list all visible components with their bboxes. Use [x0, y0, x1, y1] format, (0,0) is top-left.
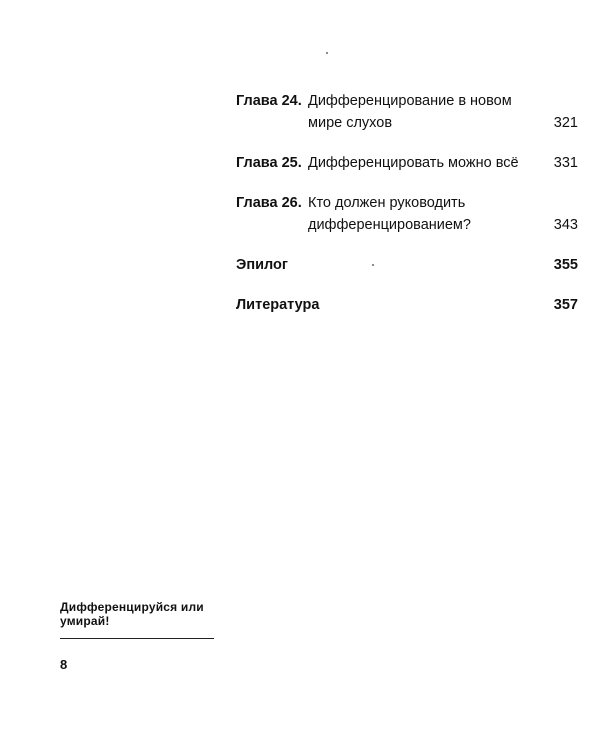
- section-title: Эпилог: [236, 257, 288, 273]
- page-number-footer: 8: [60, 657, 68, 672]
- footer-divider: [60, 638, 214, 639]
- page-number: 321: [553, 115, 578, 131]
- page-number: 343: [553, 217, 578, 233]
- chapter-label: Глава 26.: [236, 195, 302, 211]
- chapter-title: Дифференцирование в новом мире слухов: [308, 93, 512, 131]
- section-title: Литература: [236, 297, 320, 313]
- page-number: 357: [553, 297, 578, 313]
- chapter-title: Дифференцировать можно всё: [308, 155, 519, 171]
- chapter-label: Глава 24.: [236, 93, 302, 109]
- page-number: 355: [553, 257, 578, 273]
- page-footer: [60, 600, 220, 672]
- toc-entry-chapter-26[interactable]: [236, 192, 580, 236]
- toc-entry-chapter-24[interactable]: [236, 90, 580, 134]
- table-of-contents: [236, 90, 580, 316]
- chapter-title: Кто должен руководить дифференцированием?: [308, 195, 471, 233]
- toc-entry-literature[interactable]: [236, 294, 580, 316]
- scan-speck: [326, 52, 328, 54]
- toc-entry-epilogue[interactable]: [236, 254, 580, 276]
- chapter-label: Глава 25.: [236, 155, 302, 171]
- toc-entry-chapter-25[interactable]: [236, 152, 580, 174]
- running-title: Дифференцируйся или умирай!: [60, 600, 204, 628]
- page-number: 331: [553, 155, 578, 171]
